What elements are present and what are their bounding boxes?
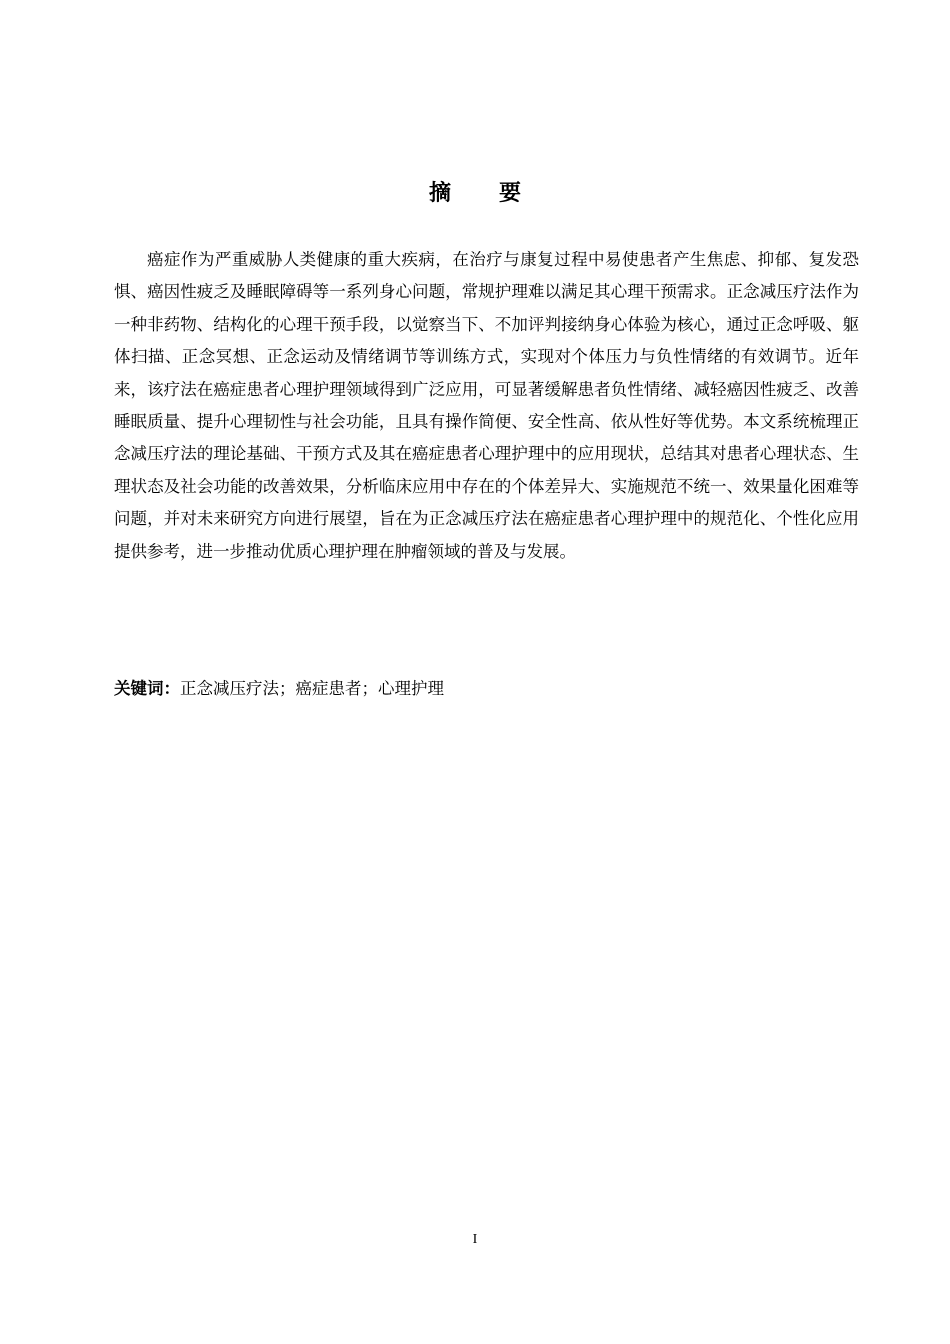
keywords-label: 关键词： xyxy=(114,679,180,698)
page-title: 摘要 xyxy=(428,181,569,206)
page-number: I xyxy=(472,1232,478,1247)
abstract-paragraph: 癌症作为严重威胁人类健康的重大疾病，在治疗与康复过程中易使患者产生焦虑、抑郁、复发恐惧、癌因性疲乏及睡眠障碍等一系列身心问题，常规护理难以满足其心理干预需求。正念减压疗法作为一种非药物、结构化的心理干预手段，以觉察当下、不加评判接纳身心体验为核心，通过正念呼吸、躯体扫描、正念冥想、正念运动及情绪调节等训练方式，实现对个体压力与负性情绪的有效调节。近年来，该疗法在癌症患者心理护理领域得到广泛应用，可显著缓解患者负性情绪、减轻癌因性疲乏、改善睡眠质量、提升心理韧性与社会功能，且具有操作简便、安全性高、依从性好等优势。本文系统梳理正念减压疗法的理论基础、干预方式及其在癌症患者心理护理中的应用现状，总结其对患者心理状态、生理状态及社会功能的改善效果，分析临床应用中存在的个体差异大、实施规范不统一、效果量化困难等问题，并对未来研究方向进行展望，旨在为正念减压疗法在癌症患者心理护理中的规范化、个性化应用提供参考，进一步推动优质心理护理在肿瘤领域的普及与发展。 xyxy=(114,250,859,561)
keywords-text: 正念减压疗法；癌症患者；心理护理 xyxy=(180,679,444,698)
keywords-line xyxy=(114,673,859,705)
